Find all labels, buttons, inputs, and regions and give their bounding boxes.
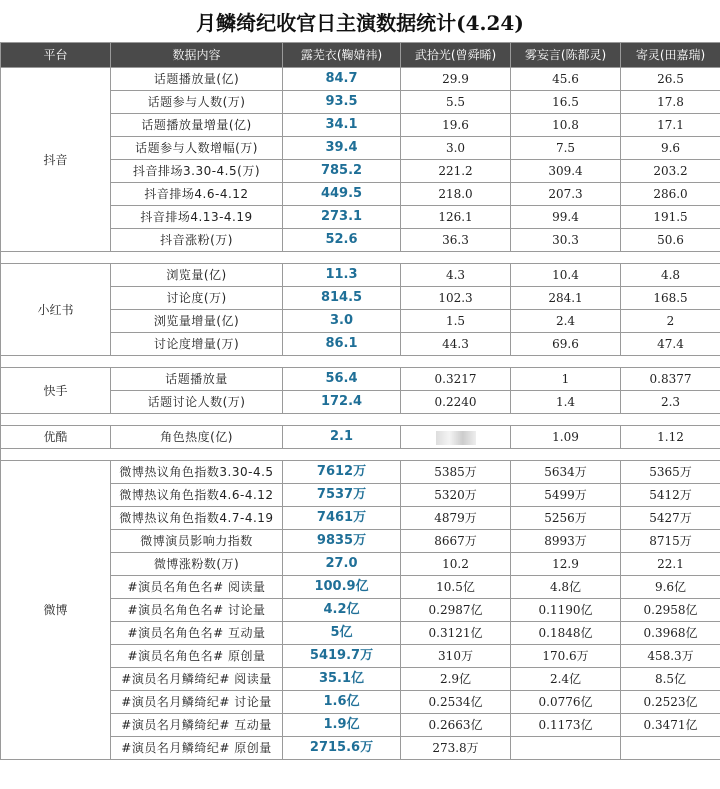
value-cell: 0.3121亿	[401, 622, 511, 645]
value-cell: 69.6	[511, 333, 621, 356]
value-cell: 5256万	[511, 507, 621, 530]
value-cell: 19.6	[401, 114, 511, 137]
item-cell: 抖音排场4.6-4.12	[111, 183, 283, 206]
item-cell: 微博演员影响力指数	[111, 530, 283, 553]
item-cell: 抖音涨粉(万)	[111, 229, 283, 252]
value-cell: 0.2958亿	[621, 599, 720, 622]
item-cell: #演员名角色名# 阅读量	[111, 576, 283, 599]
value-cell-lead: 52.6	[283, 229, 401, 252]
item-cell: 讨论度增量(万)	[111, 333, 283, 356]
col-header-actor-1: 露芜衣(鞠婧祎)	[283, 43, 401, 68]
value-cell: 2.4亿	[511, 668, 621, 691]
value-cell: 22.1	[621, 553, 720, 576]
value-cell: 309.4	[511, 160, 621, 183]
value-cell: 5427万	[621, 507, 720, 530]
item-cell: #演员名月鳞绮纪# 互动量	[111, 714, 283, 737]
value-cell: 0.3968亿	[621, 622, 720, 645]
item-cell: 话题播放量(亿)	[111, 68, 283, 91]
value-cell: 0.2534亿	[401, 691, 511, 714]
item-cell: #演员名角色名# 互动量	[111, 622, 283, 645]
value-cell-lead: 273.1	[283, 206, 401, 229]
value-cell-lead: 93.5	[283, 91, 401, 114]
value-cell-lead: 56.4	[283, 368, 401, 391]
value-cell: 286.0	[621, 183, 720, 206]
value-cell: 4.8	[621, 264, 720, 287]
value-cell: 1.5	[401, 310, 511, 333]
value-cell: 10.5亿	[401, 576, 511, 599]
item-cell: 抖音排场4.13-4.19	[111, 206, 283, 229]
col-header-actor-3: 雾妄言(陈都灵)	[511, 43, 621, 68]
platform-cell: 快手	[1, 368, 111, 414]
value-cell: 36.3	[401, 229, 511, 252]
table-row	[1, 461, 720, 484]
value-cell: 5365万	[621, 461, 720, 484]
value-cell: 10.8	[511, 114, 621, 137]
data-table	[0, 42, 720, 760]
value-cell: 273.8万	[401, 737, 511, 760]
value-cell: 284.1	[511, 287, 621, 310]
value-cell: 5499万	[511, 484, 621, 507]
col-header-item: 数据内容	[111, 43, 283, 68]
item-cell: 微博热议角色指数4.7-4.19	[111, 507, 283, 530]
value-cell: 0.3217	[401, 368, 511, 391]
table-row	[1, 264, 720, 287]
value-cell: 0.2663亿	[401, 714, 511, 737]
value-cell: 1.12	[621, 426, 720, 449]
value-cell: 0.1173亿	[511, 714, 621, 737]
value-cell: 4.3	[401, 264, 511, 287]
value-cell-lead: 2715.6万	[283, 737, 401, 760]
value-cell	[511, 737, 621, 760]
value-cell: 0.2523亿	[621, 691, 720, 714]
item-cell: #演员名月鳞绮纪# 讨论量	[111, 691, 283, 714]
item-cell: 浏览量增量(亿)	[111, 310, 283, 333]
item-cell: 话题参与人数增幅(万)	[111, 137, 283, 160]
value-cell: 8993万	[511, 530, 621, 553]
value-cell: 17.1	[621, 114, 720, 137]
value-cell: 44.3	[401, 333, 511, 356]
value-cell-lead: 27.0	[283, 553, 401, 576]
value-cell: 4.8亿	[511, 576, 621, 599]
value-cell: 47.4	[621, 333, 720, 356]
value-cell: 2.3	[621, 391, 720, 414]
value-cell: 0.8377	[621, 368, 720, 391]
value-cell: 8667万	[401, 530, 511, 553]
value-cell: 0.2240	[401, 391, 511, 414]
value-cell: 2.9亿	[401, 668, 511, 691]
value-cell: 221.2	[401, 160, 511, 183]
section-gap	[1, 252, 720, 264]
value-cell	[621, 737, 720, 760]
value-cell: 0.2987亿	[401, 599, 511, 622]
value-cell: 99.4	[511, 206, 621, 229]
value-cell: 9.6	[621, 137, 720, 160]
platform-cell: 微博	[1, 461, 111, 760]
value-cell-lead: 4.2亿	[283, 599, 401, 622]
value-cell-lead: 34.1	[283, 114, 401, 137]
value-cell: 2.4	[511, 310, 621, 333]
value-cell-lead: 9835万	[283, 530, 401, 553]
col-header-platform: 平台	[1, 43, 111, 68]
col-header-actor-4: 寄灵(田嘉瑞)	[621, 43, 720, 68]
redacted-value	[436, 431, 476, 445]
value-cell: 8.5亿	[621, 668, 720, 691]
value-cell: 207.3	[511, 183, 621, 206]
value-cell: 218.0	[401, 183, 511, 206]
value-cell: 7.5	[511, 137, 621, 160]
value-cell: 102.3	[401, 287, 511, 310]
item-cell: 话题播放量	[111, 368, 283, 391]
value-cell: 126.1	[401, 206, 511, 229]
value-cell: 5412万	[621, 484, 720, 507]
value-cell: 45.6	[511, 68, 621, 91]
item-cell: 浏览量(亿)	[111, 264, 283, 287]
gap-cell	[1, 414, 720, 426]
section-gap	[1, 356, 720, 368]
value-cell: 2	[621, 310, 720, 333]
value-cell-lead: 35.1亿	[283, 668, 401, 691]
item-cell: #演员名角色名# 讨论量	[111, 599, 283, 622]
item-cell: 话题参与人数(万)	[111, 91, 283, 114]
value-cell: 16.5	[511, 91, 621, 114]
value-cell: 17.8	[621, 91, 720, 114]
value-cell-lead: 39.4	[283, 137, 401, 160]
value-cell: 168.5	[621, 287, 720, 310]
item-cell: 微博热议角色指数4.6-4.12	[111, 484, 283, 507]
value-cell: 0.3471亿	[621, 714, 720, 737]
value-cell-lead: 1.9亿	[283, 714, 401, 737]
value-cell: 9.6亿	[621, 576, 720, 599]
value-cell: 458.3万	[621, 645, 720, 668]
section-gap	[1, 414, 720, 426]
value-cell-lead: 84.7	[283, 68, 401, 91]
item-cell: 微博热议角色指数3.30-4.5	[111, 461, 283, 484]
value-cell: 4879万	[401, 507, 511, 530]
value-cell: 50.6	[621, 229, 720, 252]
gap-cell	[1, 252, 720, 264]
value-cell	[401, 426, 511, 449]
platform-cell: 优酷	[1, 426, 111, 449]
item-cell: 话题讨论人数(万)	[111, 391, 283, 414]
table-row	[1, 368, 720, 391]
value-cell-lead: 1.6亿	[283, 691, 401, 714]
value-cell-lead: 7612万	[283, 461, 401, 484]
value-cell-lead: 3.0	[283, 310, 401, 333]
value-cell: 0.1190亿	[511, 599, 621, 622]
table-row	[1, 68, 720, 91]
value-cell: 191.5	[621, 206, 720, 229]
value-cell-lead: 11.3	[283, 264, 401, 287]
value-cell: 30.3	[511, 229, 621, 252]
value-cell: 26.5	[621, 68, 720, 91]
item-cell: #演员名月鳞绮纪# 原创量	[111, 737, 283, 760]
platform-cell: 小红书	[1, 264, 111, 356]
page-title: 月鳞绮纪收官日主演数据统计(4.24)	[196, 10, 524, 35]
value-cell: 5385万	[401, 461, 511, 484]
value-cell: 0.1848亿	[511, 622, 621, 645]
gap-cell	[1, 449, 720, 461]
value-cell-lead: 86.1	[283, 333, 401, 356]
value-cell: 1.4	[511, 391, 621, 414]
value-cell-lead: 7461万	[283, 507, 401, 530]
value-cell: 5.5	[401, 91, 511, 114]
value-cell: 8715万	[621, 530, 720, 553]
value-cell-lead: 2.1	[283, 426, 401, 449]
value-cell: 3.0	[401, 137, 511, 160]
platform-cell: 抖音	[1, 68, 111, 252]
item-cell: #演员名月鳞绮纪# 阅读量	[111, 668, 283, 691]
value-cell: 10.2	[401, 553, 511, 576]
value-cell: 170.6万	[511, 645, 621, 668]
value-cell-lead: 814.5	[283, 287, 401, 310]
value-cell-lead: 172.4	[283, 391, 401, 414]
item-cell: 抖音排场3.30-4.5(万)	[111, 160, 283, 183]
item-cell: 微博涨粉数(万)	[111, 553, 283, 576]
value-cell: 1.09	[511, 426, 621, 449]
table-row	[1, 426, 720, 449]
item-cell: #演员名角色名# 原创量	[111, 645, 283, 668]
value-cell-lead: 5419.7万	[283, 645, 401, 668]
value-cell: 0.0776亿	[511, 691, 621, 714]
value-cell: 203.2	[621, 160, 720, 183]
value-cell-lead: 7537万	[283, 484, 401, 507]
item-cell: 话题播放量增量(亿)	[111, 114, 283, 137]
value-cell: 5634万	[511, 461, 621, 484]
section-gap	[1, 449, 720, 461]
item-cell: 角色热度(亿)	[111, 426, 283, 449]
value-cell-lead: 785.2	[283, 160, 401, 183]
item-cell: 讨论度(万)	[111, 287, 283, 310]
value-cell: 29.9	[401, 68, 511, 91]
value-cell: 10.4	[511, 264, 621, 287]
value-cell-lead: 5亿	[283, 622, 401, 645]
col-header-actor-2: 武拾光(曾舜晞)	[401, 43, 511, 68]
gap-cell	[1, 356, 720, 368]
value-cell: 310万	[401, 645, 511, 668]
header-row	[1, 43, 720, 68]
value-cell: 1	[511, 368, 621, 391]
value-cell-lead: 449.5	[283, 183, 401, 206]
value-cell-lead: 100.9亿	[283, 576, 401, 599]
value-cell: 5320万	[401, 484, 511, 507]
value-cell: 12.9	[511, 553, 621, 576]
